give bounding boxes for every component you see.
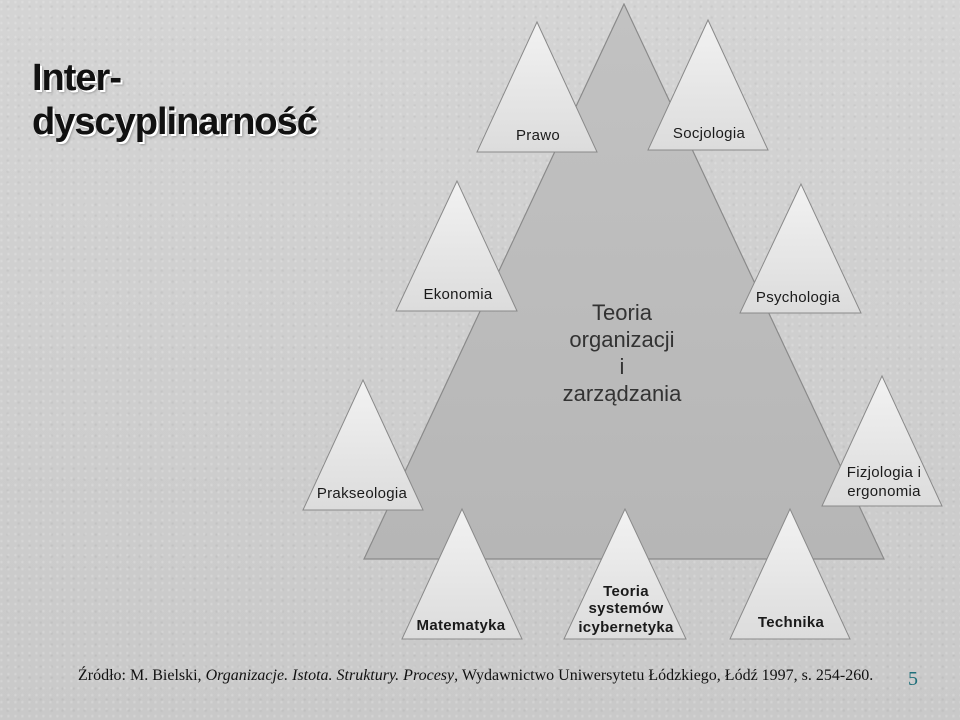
label-socjologia: Socjologia <box>672 125 746 142</box>
source-suffix: , Wydawnictwo Uniwersytetu Łódzkiego, Łódź 1997, s. 254-260. <box>454 667 874 684</box>
label-teoria-systemow-line2: systemów <box>588 600 664 617</box>
center-label-line1: Teoria <box>592 300 652 325</box>
label-matematyka: Matematyka <box>416 617 506 634</box>
label-ekonomia: Ekonomia <box>423 286 493 303</box>
slide-title-line2: dyscyplinarność <box>32 101 317 143</box>
label-prawo: Prawo <box>515 127 561 144</box>
label-prakseologia: Prakseologia <box>316 485 408 502</box>
label-teoria-systemow-line3: icybernetyka <box>578 619 674 636</box>
source-prefix: Źródło: M. Bielski, <box>78 667 206 684</box>
page-number: 5 <box>908 668 918 690</box>
label-technika: Technika <box>757 614 825 631</box>
label-fizjologia-line2: ergonomia <box>847 483 921 500</box>
label-fizjologia-line1: Fizjologia i <box>846 464 922 481</box>
label-psychologia: Psychologia <box>755 289 841 306</box>
center-label-line3: i <box>619 354 625 379</box>
center-label-line4: zarządzania <box>562 381 682 406</box>
center-label-line2: organizacji <box>569 327 675 352</box>
slide-title-line1: Inter- <box>32 57 121 99</box>
source-citation <box>78 664 878 688</box>
source-title: Organizacje. Istota. Struktury. Procesy <box>205 667 455 684</box>
label-teoria-systemow-line1: Teoria <box>603 583 649 600</box>
